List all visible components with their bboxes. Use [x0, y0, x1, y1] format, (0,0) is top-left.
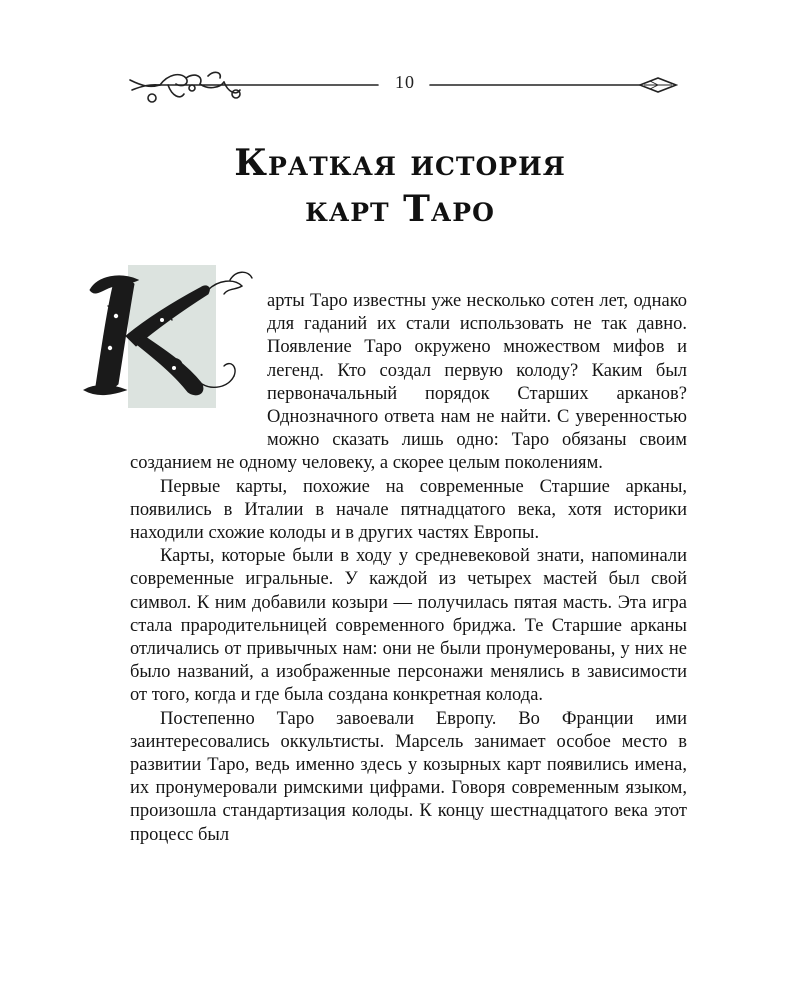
paragraph-4: Постепенно Таро завоевали Европу. Во Франции ими заинтересовались оккультисты. Марсель занимает особое место в развитии Таро, ведь именно здесь у козырных карт появились имена, их пронумеровали римскими цифрами. Говоря современным языком, произошла стандартизация колоды. К концу шестнадцатого века этот процесс был	[130, 708, 687, 845]
paragraph-1: арты Таро известны уже несколько сотен лет, однако для гаданий их стали использовать не так давно. Появление Таро окружено множеством мифов и легенд. Кто создал первую колоду? Каким был первоначальный порядок Старших арканов? Однозначного ответа нам не найти. С уверенностью можно сказать лишь одно: Таро обязаны своим созданием не одному человеку, а скорее целым поколениям.	[130, 291, 687, 474]
chapter-title-line-2: карт Таро	[305, 188, 495, 230]
page-number: 10	[384, 72, 426, 93]
drop-cap-spacer	[130, 290, 267, 430]
body-text	[130, 290, 687, 847]
paragraph-3: Карты, которые были в ходу у средневековой знати, напоминали современные игральные. У каждой из четырех мастей был свой символ. К ним добавили козыри — получилась пятая масть. Эта игра стала прародительницей современного бриджа. Те Старшие арканы отличались от привычных нам: они не были пронумерованы, у них не было названий, а изображенные персонажи менялись в зависимости от того, когда и где была создана конкретная колода.	[130, 546, 687, 706]
chapter-title-line-1: Краткая история	[234, 142, 566, 184]
chapter-title	[0, 140, 800, 232]
paragraph-2: Первые карты, похожие на современные Старшие арканы, появились в Италии в начале пятнадцатого века, хотя историки находили схожие колоды и в других частях Европы.	[130, 476, 687, 544]
